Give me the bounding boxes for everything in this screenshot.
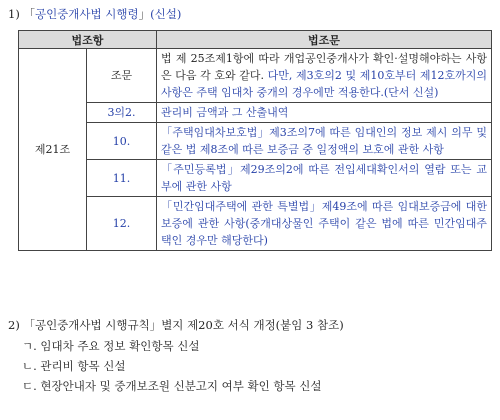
- header-law-article: 법조항: [19, 31, 157, 49]
- text-cell: 「주민등록법」제29조의2에 따른 전입세대확인서의 열람 또는 교부에 관한 사항: [157, 160, 492, 197]
- subitem: ㄷ. 현장안내자 및 중개보조원 신분고지 여부 확인 항목 신설: [22, 379, 322, 393]
- text-cell: [157, 49, 492, 103]
- header-law-text: 법조문: [157, 31, 492, 49]
- article-cell: 제21조: [19, 49, 87, 251]
- heading-1-law-name: 공인중개사법 시행령: [34, 7, 139, 21]
- text-blue: 다만, 제3호의2 및 제10호부터 제12호까지의 사항은 주택 임대차 중개의 경우에만 적용한다.(단서 신설): [161, 69, 487, 99]
- table-row: [19, 49, 492, 103]
- item-cell: 3의2.: [87, 103, 157, 123]
- text-cell: 관리비 금액과 그 산출내역: [157, 103, 492, 123]
- table-row: [19, 160, 492, 197]
- text-cell: 「민간임대주택에 관한 특별법」제49조에 따른 임대보증금에 대한 보증에 관한 사항(중개대상물인 주택이 같은 법에 따른 민간임대주택인 경우만 해당한다): [157, 197, 492, 251]
- item-cell: 10.: [87, 123, 157, 160]
- heading-2: 2) 「공인중개사법 시행규칙」별지 제20호 서식 개정(붙임 3 참조): [8, 318, 344, 332]
- table-header-row: [19, 31, 492, 49]
- item-cell: 12.: [87, 197, 157, 251]
- text-black: 법 제 25조제1항에 따라 개업공인중개사가 확인·설명해야하는 사항은 다음 각 호와 같다.: [161, 52, 487, 82]
- item-cell: 11.: [87, 160, 157, 197]
- heading-1-close-bracket: 」: [138, 7, 151, 21]
- heading-1: [8, 6, 181, 22]
- table-row: [19, 123, 492, 160]
- table-row: [19, 197, 492, 251]
- heading-1-open-bracket: 「: [23, 7, 35, 21]
- heading-1-tag: (신설): [150, 7, 182, 21]
- heading-1-prefix: 1): [8, 7, 24, 21]
- item-cell: 조문: [87, 49, 157, 103]
- table-row: [19, 103, 492, 123]
- subitem: ㄱ. 임대차 주요 정보 확인항목 신설: [22, 339, 200, 353]
- text-cell: 「주택임대차보호법」제3조의7에 따른 임대인의 정보 제시 의무 및 같은 법 제8조에 따른 보증금 중 일정액의 보호에 관한 사항: [157, 123, 492, 160]
- law-table: [18, 30, 492, 251]
- subitem: ㄴ. 관리비 항목 신설: [22, 359, 126, 373]
